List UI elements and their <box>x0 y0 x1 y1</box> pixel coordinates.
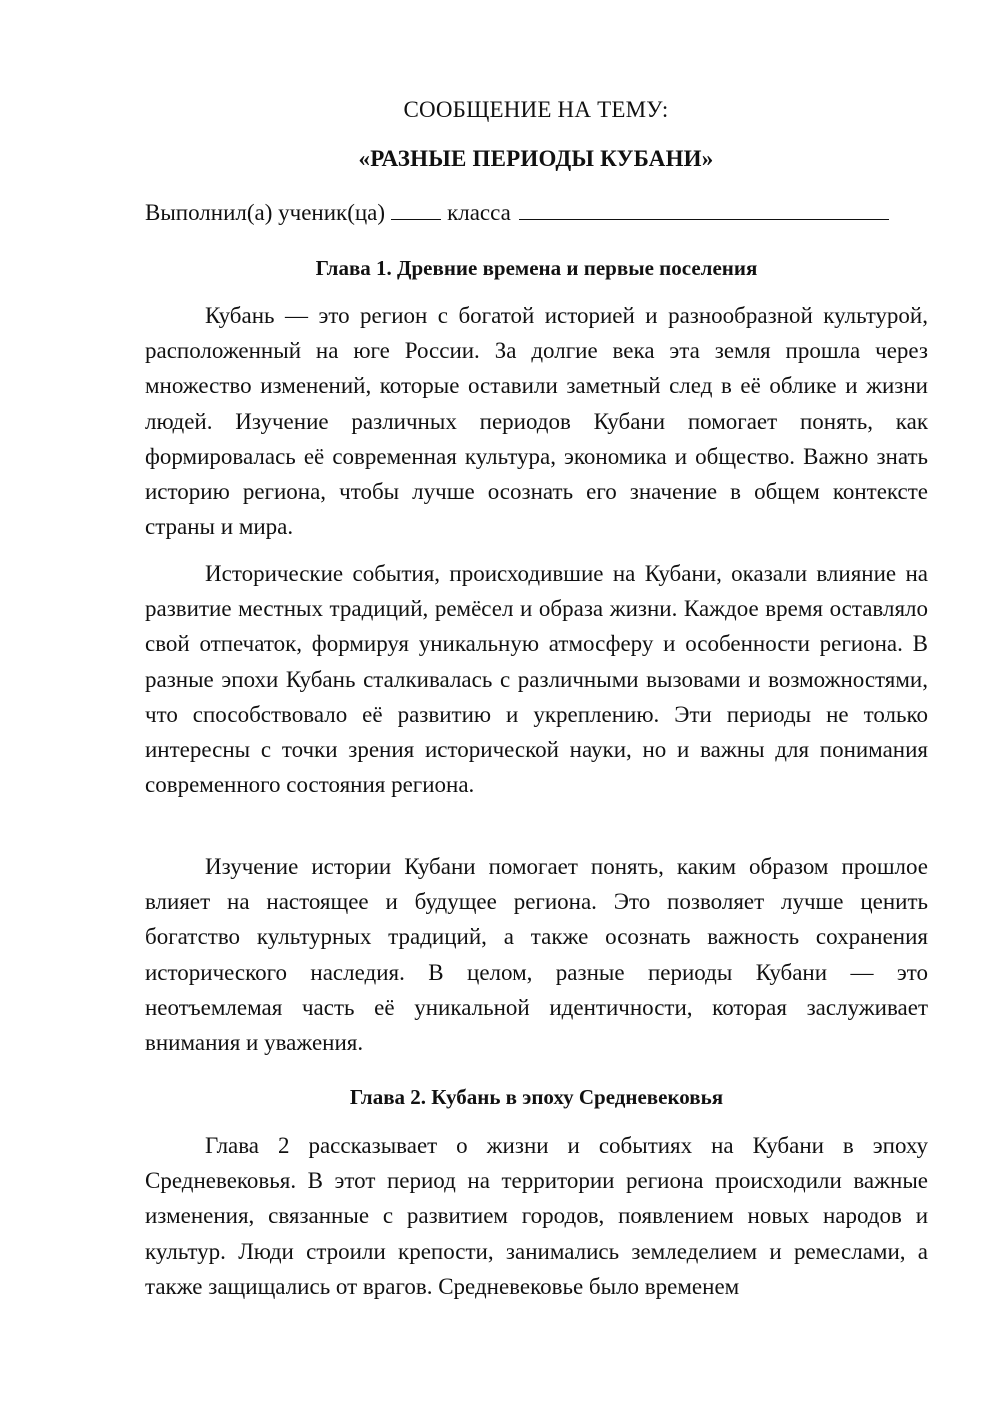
student-prefix-label: Выполнил(а) ученик(ца) <box>145 200 386 225</box>
chapter-2-paragraph-1: Глава 2 рассказывает о жизни и событиях на Кубани в эпоху Средневековья. В этот период на территории региона происходили важные изменения, связанные с развитием городов, появлением новых народов и культур. Люди строили крепости, занимались земледелием и ремеслами, а также защищались от врагов. Средневековье было временем <box>145 1133 928 1299</box>
chapter-1-paragraph-2: Исторические события, происходившие на Кубани, оказали влияние на развитие местных традиций, ремёсел и образа жизни. Каждое время оставляло свой отпечаток, формируя уникальную атмосферу и особенности региона. В разные эпохи Кубань сталкивалась с различными вызовами и возможностями, что способствовало её развитию и укреплению. Эти периоды не только интересны с точки зрения исторической науки, но и важны для понимания современного состояния региона. <box>145 561 928 798</box>
chapter-1-heading: Глава 1. Древние времена и первые поселения <box>315 256 758 280</box>
chapter-2-heading: Глава 2. Кубань в эпоху Средневековья <box>349 1085 724 1109</box>
document-title-line-2: «РАЗНЫЕ ПЕРИОДЫ КУБАНИ» <box>358 146 714 171</box>
chapter-1-paragraph-3: Изучение истории Кубани помогает понять, каким образом прошлое влияет на настоящее и будущее региона. Это позволяет лучше ценить богатство культурных традиций, а также осознать важность сохранения исторического наследия. В целом, разные периоды Кубани — это неотъемлемая часть её уникальной идентичности, которая заслуживает внимания и уважения. <box>145 854 928 1056</box>
document-title-line-1: СООБЩЕНИЕ НА ТЕМУ: <box>403 97 669 122</box>
student-name-blank <box>519 198 889 220</box>
class-label: класса <box>447 200 511 225</box>
chapter-1-paragraph-1: Кубань — это регион с богатой историей и разнообразной культурой, расположенный на юге России. За долгие века эта земля прошла через множество изменений, которые оставили заметный след в её облике и жизни людей. Изучение различных периодов Кубани помогает понять, как формировалась её современная культура, экономика и общество. Важно знать историю региона, чтобы лучше осознать его значение в общем контексте страны и мира. <box>145 303 928 540</box>
student-info-line <box>145 198 935 227</box>
class-number-blank <box>391 198 441 220</box>
